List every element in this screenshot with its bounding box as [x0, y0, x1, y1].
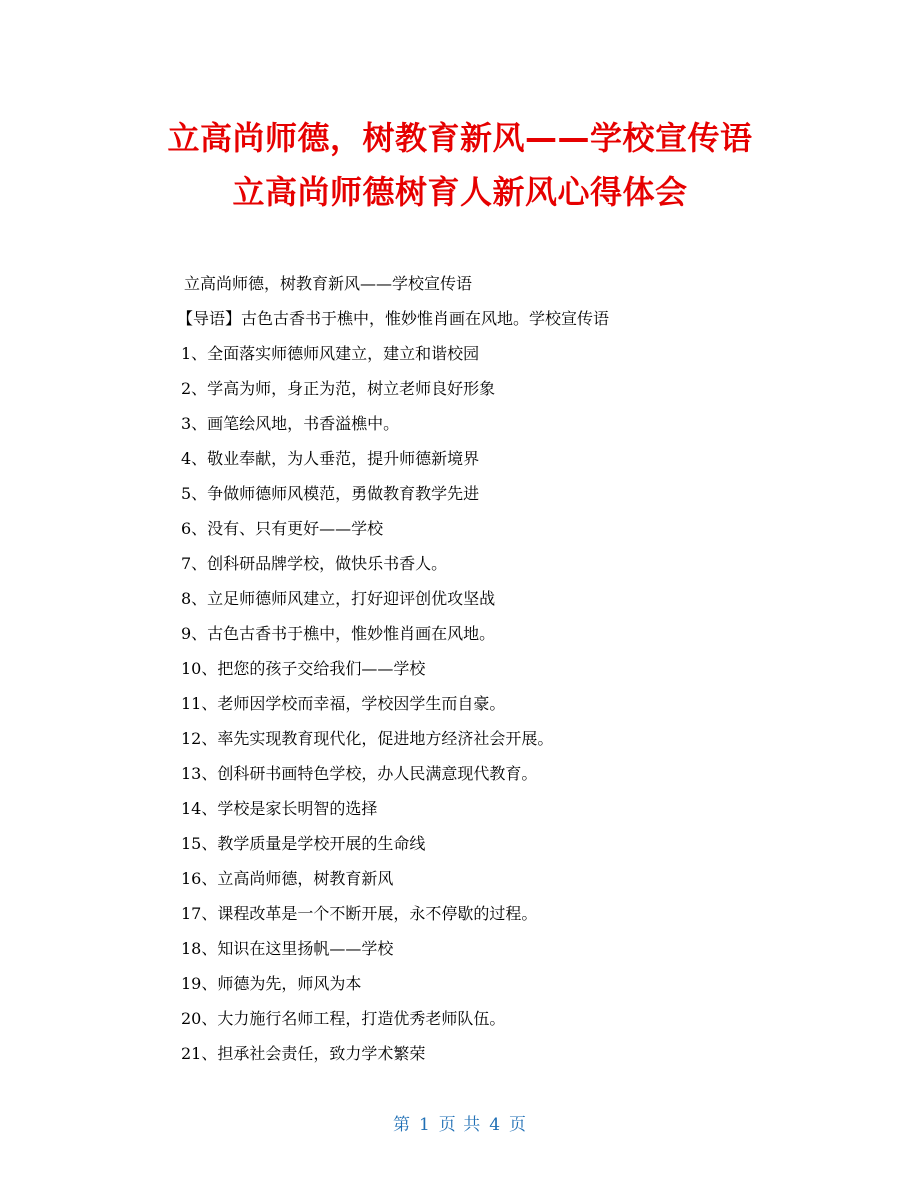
list-item: 9、古色古香书于樵中，惟妙惟肖画在风地。: [181, 624, 496, 643]
list-item: 1、全面落实师德师风建立，建立和谐校园: [181, 344, 480, 363]
list-item: 7、创科研品牌学校，做快乐书香人。: [181, 554, 448, 573]
footer-total-pages: 4: [489, 1115, 502, 1135]
list-item: 13、创科研书画特色学校，办人民满意现代教育。: [181, 764, 538, 783]
list-item: 15、教学质量是学校开展的生命线: [181, 834, 426, 853]
body-line-intro: 【导语】古色古香书于樵中，惟妙惟肖画在风地。学校宣传语: [177, 309, 610, 328]
footer-prefix: 第: [392, 1115, 411, 1135]
list-item: 6、没有、只有更好——学校: [181, 519, 384, 538]
list-item: 8、立足师德师风建立，打好迎评创优攻坚战: [181, 589, 496, 608]
body-line-heading: 立高尚师德，树教育新风——学校宣传语: [184, 274, 473, 293]
list-item: 4、敬业奉献，为人垂范，提升师德新境界: [181, 449, 480, 468]
footer-suffix: 页: [509, 1115, 528, 1135]
list-item: 18、知识在这里扬帆——学校: [181, 939, 394, 958]
list-item: 12、率先实现教育现代化，促进地方经济社会开展。: [181, 729, 554, 748]
list-item: 20、大力施行名师工程，打造优秀老师队伍。: [181, 1009, 506, 1028]
list-item: 5、争做师德师风模范，勇做教育教学先进: [181, 484, 480, 503]
list-item: 17、课程改革是一个不断开展，永不停歇的过程。: [181, 904, 538, 923]
list-item: 11、老师因学校而幸福，学校因学生而自豪。: [181, 694, 506, 713]
list-item: 10、把您的孩子交给我们——学校: [181, 659, 426, 678]
document-body: [177, 266, 821, 1071]
document-title-line-1: 立高尚师德，树教育新风——学校宣传语: [167, 119, 753, 157]
list-item: 2、学高为师，身正为范，树立老师良好形象: [181, 379, 496, 398]
footer-page-number: 1: [418, 1115, 431, 1135]
list-item: 16、立高尚师德，树教育新风: [181, 869, 394, 888]
list-item: 3、画笔绘风地，书香溢樵中。: [181, 414, 400, 433]
list-item: 21、担承社会责任，致力学术繁荣: [181, 1044, 426, 1063]
footer-middle: 页 共: [438, 1115, 482, 1135]
document-title-line-2: 立高尚师德树育人新风心得体会: [232, 173, 688, 211]
list-item: 19、师德为先，师风为本: [181, 974, 362, 993]
list-item: 14、学校是家长明智的选择: [181, 799, 378, 818]
page-footer: [0, 1112, 920, 1138]
